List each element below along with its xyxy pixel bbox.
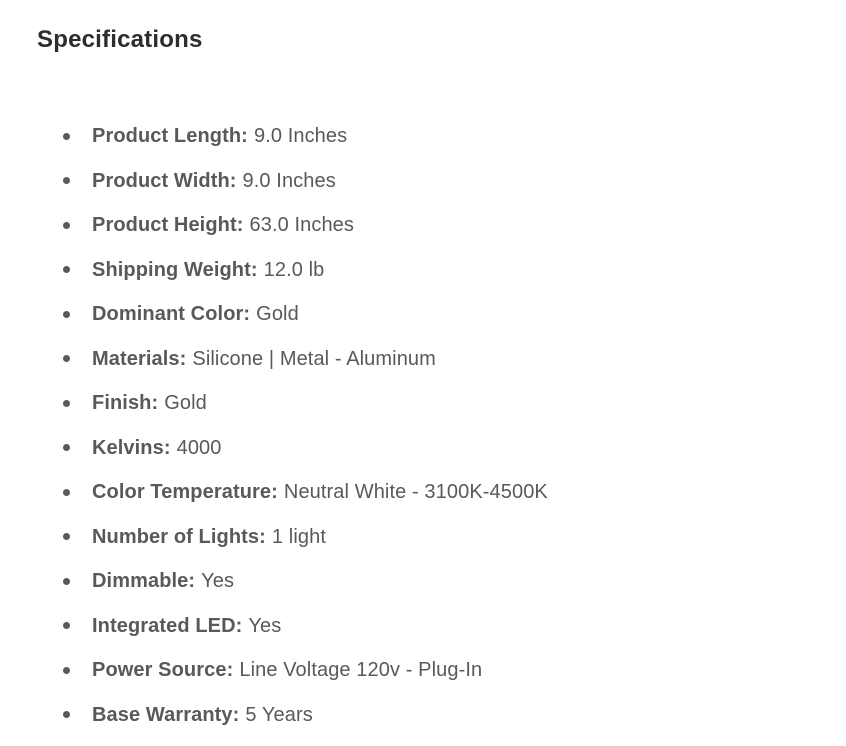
spec-text <box>92 658 482 682</box>
spec-list-item <box>37 213 809 237</box>
spec-value: 9.0 Inches <box>242 169 336 192</box>
spec-value: Yes <box>201 570 235 592</box>
spec-list-item <box>37 391 809 415</box>
bullet-icon <box>63 400 70 407</box>
spec-text <box>92 614 281 638</box>
spec-label: Materials: <box>92 347 187 370</box>
spec-value: 9.0 Inches <box>253 125 348 147</box>
spec-value: Silicone | Metal - Aluminum <box>192 347 436 370</box>
bullet-icon <box>63 711 70 718</box>
spec-list <box>37 124 809 727</box>
spec-label: Product Width: <box>92 169 237 192</box>
spec-list-item <box>37 480 809 504</box>
spec-list-item <box>37 124 809 148</box>
spec-list-item <box>37 258 809 282</box>
spec-value: Neutral White - 3100K-4500K <box>283 481 548 503</box>
spec-text <box>92 569 234 593</box>
spec-text <box>92 525 326 549</box>
spec-text <box>92 169 336 193</box>
spec-text <box>92 124 347 148</box>
specifications-title: Specifications <box>37 26 203 53</box>
spec-list-item <box>37 436 809 460</box>
spec-label: Product Height: <box>92 214 244 236</box>
spec-label: Shipping Weight: <box>92 258 258 281</box>
spec-value: Line Voltage 120v - Plug-In <box>239 659 483 681</box>
spec-list-item <box>37 525 809 549</box>
bullet-icon <box>63 444 70 451</box>
spec-value: 1 light <box>271 525 326 548</box>
bullet-icon <box>63 133 70 140</box>
bullet-icon <box>63 578 70 585</box>
bullet-icon <box>63 177 70 184</box>
spec-text <box>92 347 436 371</box>
bullet-icon <box>63 489 70 496</box>
spec-text <box>92 480 548 504</box>
spec-list-item <box>37 614 809 638</box>
spec-value: Gold <box>164 392 207 414</box>
spec-value: 4000 <box>176 436 222 459</box>
spec-list-item <box>37 658 809 682</box>
spec-list-item <box>37 569 809 593</box>
spec-list-item <box>37 302 809 326</box>
spec-label: Power Source: <box>92 659 234 681</box>
bullet-icon <box>63 266 70 273</box>
spec-label: Dimmable: <box>92 570 196 592</box>
spec-label: Product Length: <box>92 125 248 147</box>
spec-label: Kelvins: <box>92 436 171 459</box>
spec-text <box>92 258 324 282</box>
spec-label: Color Temperature: <box>92 481 278 503</box>
spec-label: Base Warranty: <box>92 703 240 726</box>
spec-text <box>92 703 313 727</box>
spec-label: Number of Lights: <box>92 525 266 548</box>
spec-label: Dominant Color: <box>92 303 251 325</box>
spec-value: Yes <box>248 614 282 637</box>
spec-list-item <box>37 347 809 371</box>
spec-value: 63.0 Inches <box>249 214 355 236</box>
bullet-icon <box>63 667 70 674</box>
spec-text <box>92 213 354 237</box>
spec-value: 5 Years <box>245 703 313 726</box>
spec-text <box>92 302 299 326</box>
bullet-icon <box>63 222 70 229</box>
bullet-icon <box>63 622 70 629</box>
spec-text <box>92 436 222 460</box>
bullet-icon <box>63 533 70 540</box>
spec-list-item <box>37 703 809 727</box>
spec-text <box>92 391 207 415</box>
spec-list-item <box>37 169 809 193</box>
spec-value: 12.0 lb <box>263 258 325 281</box>
bullet-icon <box>63 355 70 362</box>
bullet-icon <box>63 311 70 318</box>
spec-label: Finish: <box>92 392 159 414</box>
spec-value: Gold <box>256 303 299 325</box>
spec-label: Integrated LED: <box>92 614 243 637</box>
